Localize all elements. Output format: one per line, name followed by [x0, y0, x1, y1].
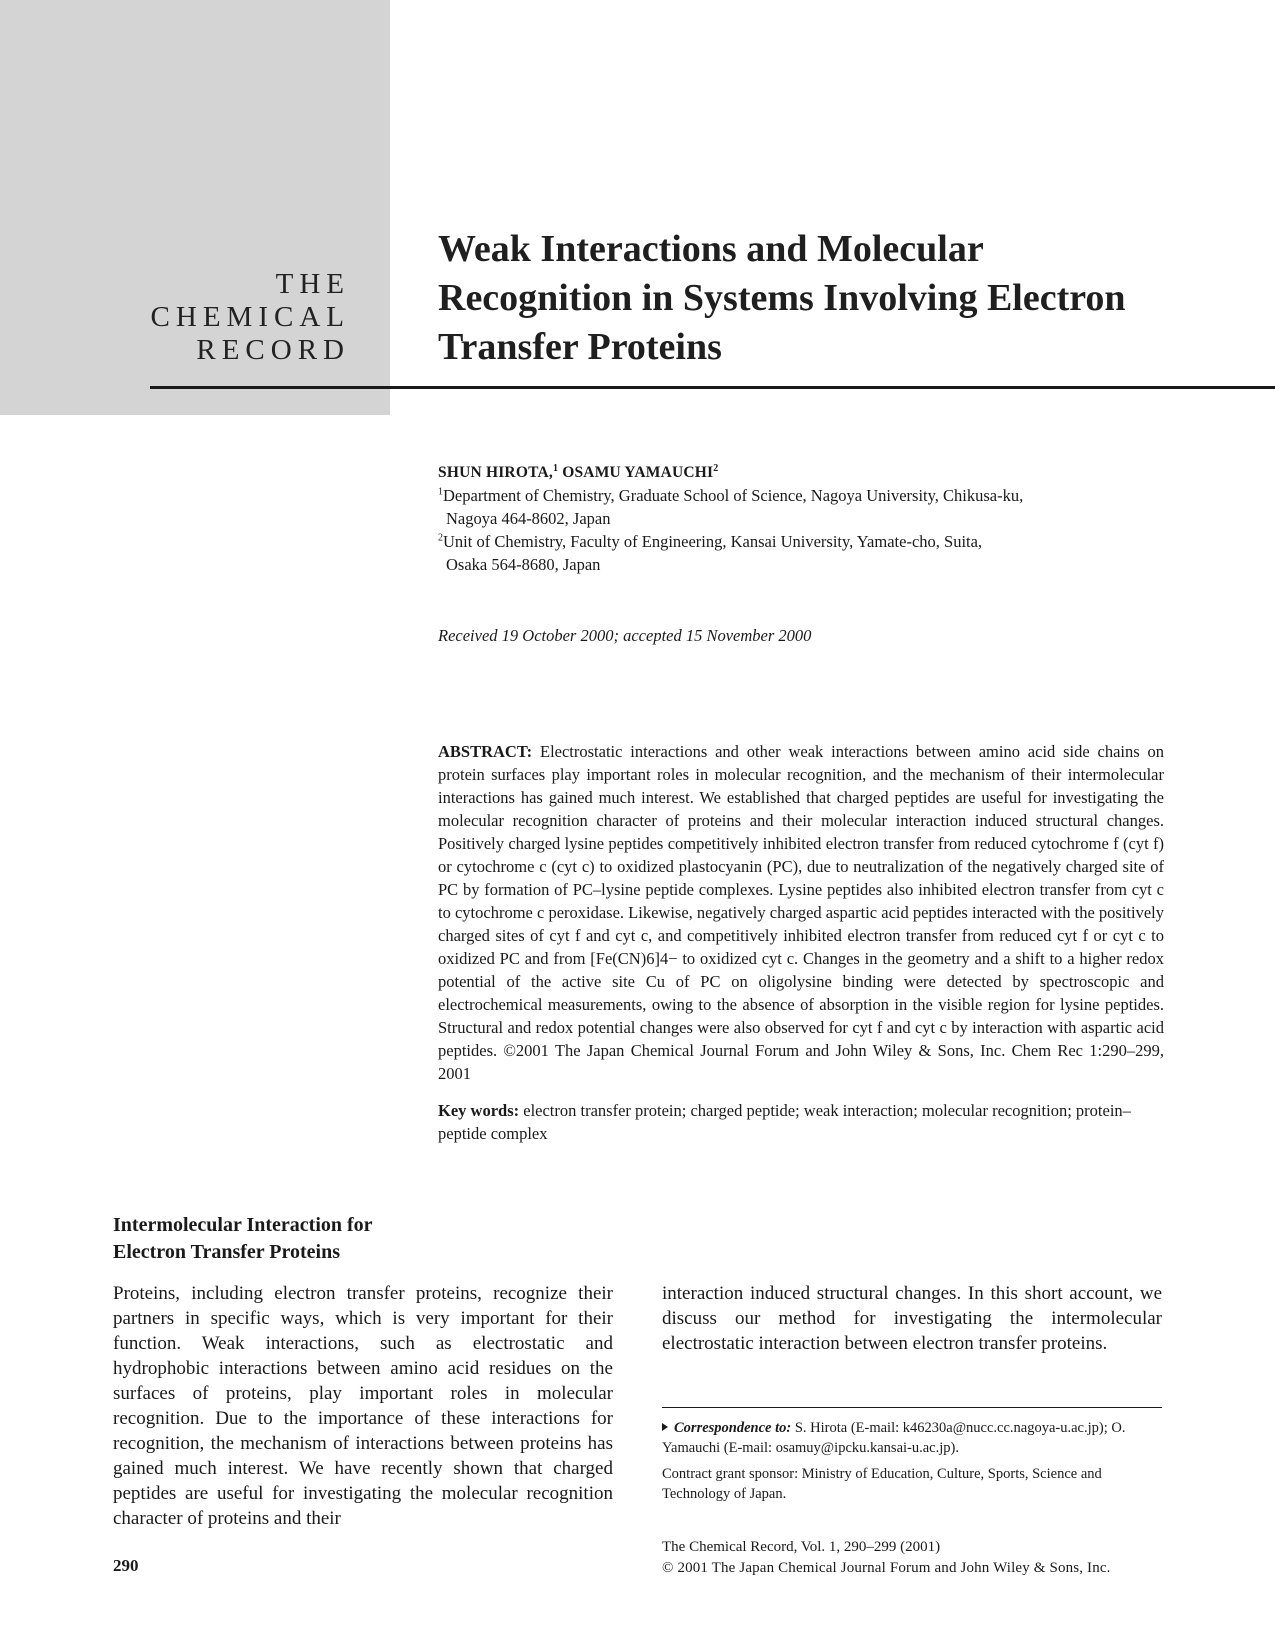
journal-logo-line: RECORD [196, 334, 350, 366]
author-name: OSAMU YAMAUCHI [562, 464, 714, 481]
correspondence-text: S. Hirota (E-mail: k46230a@nucc.cc.nagoya-u.ac.jp); O. Yamauchi (E-mail: osamuy@ipcku.kansai-u.ac.jp). [662, 1420, 1126, 1456]
footnotes [662, 1418, 1164, 1510]
journal-info [662, 1537, 1164, 1579]
section-heading-line: Intermolecular Interaction for [113, 1214, 373, 1236]
journal-citation: The Chemical Record, Vol. 1, 290–299 (2001) [662, 1539, 941, 1555]
grant-note: Contract grant sponsor: Ministry of Education, Culture, Sports, Science and Technology of Japan. [662, 1466, 1102, 1502]
article-title [438, 225, 1238, 372]
correspondence-note [662, 1418, 1164, 1458]
copyright-line: © 2001 The Japan Chemical Journal Forum and John Wiley & Sons, Inc. [662, 1560, 1111, 1576]
author-name: SHUN HIROTA, [438, 464, 553, 481]
author-affil-marker: 2 [713, 462, 719, 474]
section-heading [113, 1212, 533, 1266]
affiliation-line: Department of Chemistry, Graduate School of Science, Nagoya University, Chikusa-ku, [443, 486, 1024, 505]
affiliation [438, 530, 1218, 553]
affiliation-line: Nagoya 464-8602, Japan [446, 509, 611, 528]
keywords-text: electron transfer protein; charged peptide; weak interaction; molecular recognition; protein–peptide complex [438, 1101, 1131, 1143]
author-affil-marker: 1 [552, 462, 559, 474]
title-line: Weak Interactions and Molecular [438, 228, 984, 270]
footnote-rule [662, 1407, 1162, 1408]
body-column-right: interaction induced structural changes. In this short account, we discuss our method for investigating the intermolecular electrostatic interaction between electron transfer proteins. [662, 1283, 1162, 1354]
body-column-left: Proteins, including electron transfer proteins, recognize their partners in specific ways, which is very important for their function. Weak interactions, such as electrostatic and hydrophobic interactions between amino acid residues on the surfaces of proteins, play important roles in molecular recognition. Due to the importance of these interactions for recognition, the mechanism of interactions between proteins has gained much interest. We have recently shown that charged peptides are useful for investigating the molecular recognition character of proteins and their [113, 1283, 613, 1529]
journal-logo-line: THE [275, 268, 350, 300]
abstract-text: Electrostatic interactions and other weak interactions between amino acid side chains on protein surfaces play important roles in molecular recognition, and the mechanism of their intermolecular interactions has gained much interest. We established that charged peptides are useful for investigating the molecular recognition character of proteins and their molecular interaction induced structural changes. Positively charged lysine peptides competitively inhibited electron transfer from reduced cytochrome f (cyt f) or cytochrome c (cyt c) to oxidized plastocyanin (PC), due to neutralization of the negatively charged site of PC by formation of PC–lysine peptide complexes. Lysine peptides also inhibited electron transfer from cyt c to cytochrome c peroxidase. Likewise, negatively charged aspartic acid peptides interacted with the positively charged sites of cyt f and cyt c, and competitively inhibited electron transfer from reduced cyt f or cyt c to oxidized PC and from [Fe(CN)6]4− to oxidized cyt c. Changes in the geometry and a shift to a higher redox potential of the active site Cu of PC on oligolysine binding were detected by spectroscopic and electrochemical measurements, owing to the absence of absorption in the visible region for lysine peptides. Structural and redox potential changes were also observed for cyt f and cyt c by interaction with aspartic acid peptides. ©2001 The Japan Chemical Journal Forum and John Wiley & Sons, Inc. Chem Rec 1:290–299, 2001 [438, 742, 1165, 1083]
abstract-label: ABSTRACT: [438, 742, 533, 761]
affil-marker: 1 [438, 486, 443, 498]
section-heading-line: Electron Transfer Proteins [113, 1241, 341, 1263]
affil-marker: 2 [438, 532, 443, 544]
affiliation-line: Unit of Chemistry, Faculty of Engineering, Kansai University, Yamate-cho, Suita, [443, 532, 983, 551]
journal-logo [151, 268, 350, 367]
received-dates: Received 19 October 2000; accepted 15 November 2000 [438, 626, 812, 645]
keywords-label: Key words: [438, 1101, 520, 1120]
title-line: Transfer Proteins [438, 326, 722, 368]
journal-logo-line: CHEMICAL [150, 301, 350, 333]
keywords [438, 1099, 1164, 1145]
page-number: 290 [113, 1556, 139, 1575]
title-rule [150, 386, 1275, 389]
affiliation [438, 484, 1218, 507]
abstract [438, 740, 1164, 1085]
title-line: Recognition in Systems Involving Electron [438, 277, 1126, 319]
correspondence-label: Correspondence to: [674, 1420, 792, 1436]
affiliation-line: Osaka 564-8680, Japan [446, 555, 601, 574]
triangle-bullet-icon [662, 1423, 668, 1431]
author-names [438, 461, 1218, 484]
author-block [438, 461, 1218, 576]
